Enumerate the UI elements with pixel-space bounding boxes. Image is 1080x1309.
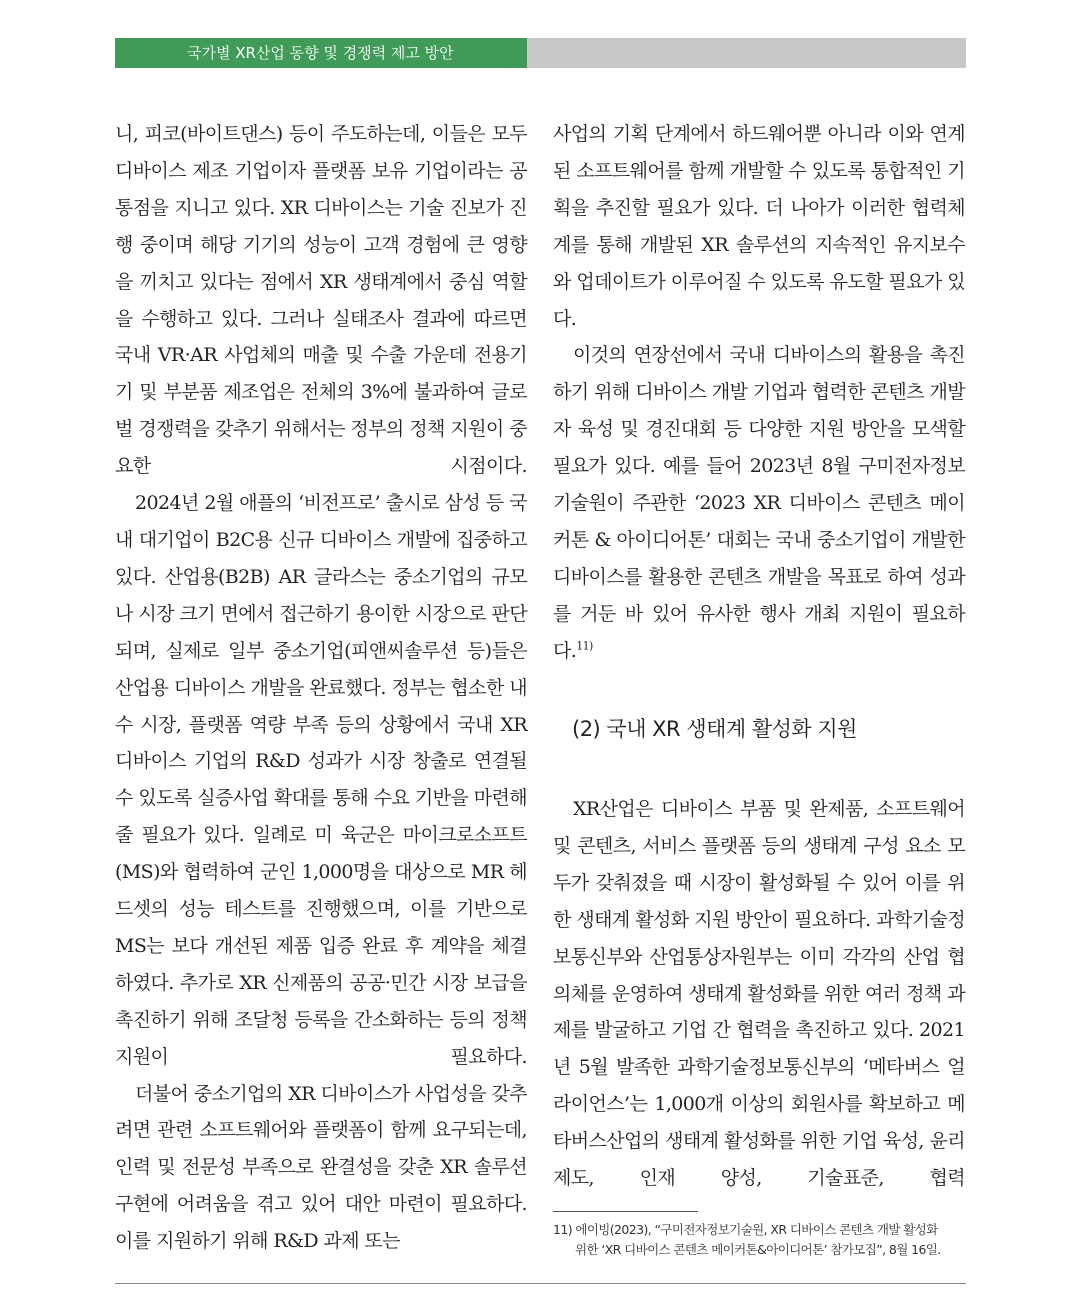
left-column <box>115 116 527 1260</box>
running-header-title: 국가별 XR산업 동향 및 경쟁력 제고 방안 <box>187 44 454 62</box>
footnote-divider <box>553 1211 698 1212</box>
right-column-lower <box>553 791 965 1197</box>
running-header <box>115 38 527 68</box>
paragraph: 2024년 2월 애플의 ‘비전프로’ 출시로 삼성 등 국내 대기업이 B2C용 신규 디바이스 개발에 집중하고 있다. 산업용(B2B) AR 글라스는 중소기업의 규모나 시장 크기 면에서 접근하기 용이한 시장으로 판단되며, 실제로 일부 중소기업(피앤씨솔루션 등)들은 산업용 디바이스 개발을 완료했다. 정부는 협소한 내수 시장, 플랫폼 역량 부족 등의 상황에서 국내 XR 디바이스 기업의 R&D 성과가 시장 창출로 연결될 수 있도록 실증사업 확대를 통해 수요 기반을 마련해 줄 필요가 있다. 일례로 미 육군은 마이크로소프트(MS)와 협력하여 군인 1,000명을 대상으로 MR 헤드셋의 성능 테스트를 진행했으며, 이를 기반으로 MS는 보다 개선된 제품 입증 완료 후 계약을 체결하였다. 추가로 XR 신제품의 공공·민간 시장 보급을 촉진하기 위해 조달청 등록을 간소화하는 등의 정책 지원이 필요하다. <box>115 492 527 1068</box>
footnote-line: 위한 ‘XR 디바이스 콘텐츠 메이커톤&아이디어톤’ 참가모집”, 8월 16일. <box>575 1242 941 1257</box>
page-bottom-rule <box>115 1283 966 1284</box>
right-column <box>553 116 965 670</box>
section-heading: (2) 국내 XR 생태계 활성화 지원 <box>572 717 857 741</box>
paragraph-text: 이것의 연장선에서 국내 디바이스의 활용을 촉진하기 위해 디바이스 개발 기업과 협력한 콘텐츠 개발자 육성 및 경진대회 등 다양한 지원 방안을 모색할 필요가 있다. 예를 들어 2023년 8월 구미전자정보기술원이 주관한 ‘2023 XR 디바이스 콘텐츠 메이커톤 & 아이디어톤’ 대회는 국내 중소기업이 개발한 디바이스를 활용한 콘텐츠 개발을 목표로 하여 성과를 거둔 바 있어 유사한 행사 개최 지원이 필요하다. <box>553 344 965 662</box>
footnote-line: 11) 에이빙(2023), “구미전자정보기술원, XR 디바이스 콘텐츠 개발 활성화 <box>553 1222 938 1237</box>
paragraph: 더불어 중소기업의 XR 디바이스가 사업성을 갖추려면 관련 소프트웨어와 플랫폼이 함께 요구되는데, 인력 및 전문성 부족으로 완결성을 갖춘 XR 솔루션 구현에 어려움을 겪고 있어 대안 마련이 필요하다. 이를 지원하기 위해 R&D 과제 또는 <box>115 1082 527 1253</box>
paragraph: XR산업은 디바이스 부품 및 완제품, 소프트웨어 및 콘텐츠, 서비스 플랫폼 등의 생태계 구성 요소 모두가 갖춰졌을 때 시장이 활성화될 수 있어 이를 위한 생태계 활성화 지원 방안이 필요하다. 과학기술정보통신부와 산업통상자원부는 이미 각각의 산업 협의체를 운영하여 생태계 활성화를 위한 여러 정책 과제를 발굴하고 기업 간 협력을 촉진하고 있다. 2021년 5월 발족한 과학기술정보통신부의 ‘메타버스 얼라이언스’는 1,000개 이상의 회원사를 확보하고 메타버스산업의 생태계 활성화를 위한 기업 육성, 윤리제도, 인재 양성, 기술표준, 협력 <box>553 798 965 1190</box>
footnote <box>553 1220 973 1260</box>
footnote-marker: 11) <box>576 639 593 653</box>
paragraph <box>553 337 965 669</box>
running-header-bar <box>527 38 966 68</box>
paragraph: 사업의 기획 단계에서 하드웨어뿐 아니라 이와 연계된 소프트웨어를 함께 개발할 수 있도록 통합적인 기획을 추진할 필요가 있다. 더 나아가 이러한 협력체계를 통해 개발된 XR 솔루션의 지속적인 유지보수와 업데이트가 이루어질 수 있도록 유도할 필요가 있다. <box>553 123 965 330</box>
paragraph: 니, 피코(바이트댄스) 등이 주도하는데, 이들은 모두 디바이스 제조 기업이자 플랫폼 보유 기업이라는 공통점을 지니고 있다. XR 디바이스는 기술 진보가 진행 중이며 해당 기기의 성능이 고객 경험에 큰 영향을 끼치고 있다는 점에서 XR 생태계에서 중심 역할을 수행하고 있다. 그러나 실태조사 결과에 따르면 국내 VR·AR 사업체의 매출 및 수출 가운데 전용기기 및 부분품 제조업은 전체의 3%에 불과하여 글로벌 경쟁력을 갖추기 위해서는 정부의 정책 지원이 중요한 시점이다. <box>115 123 527 478</box>
